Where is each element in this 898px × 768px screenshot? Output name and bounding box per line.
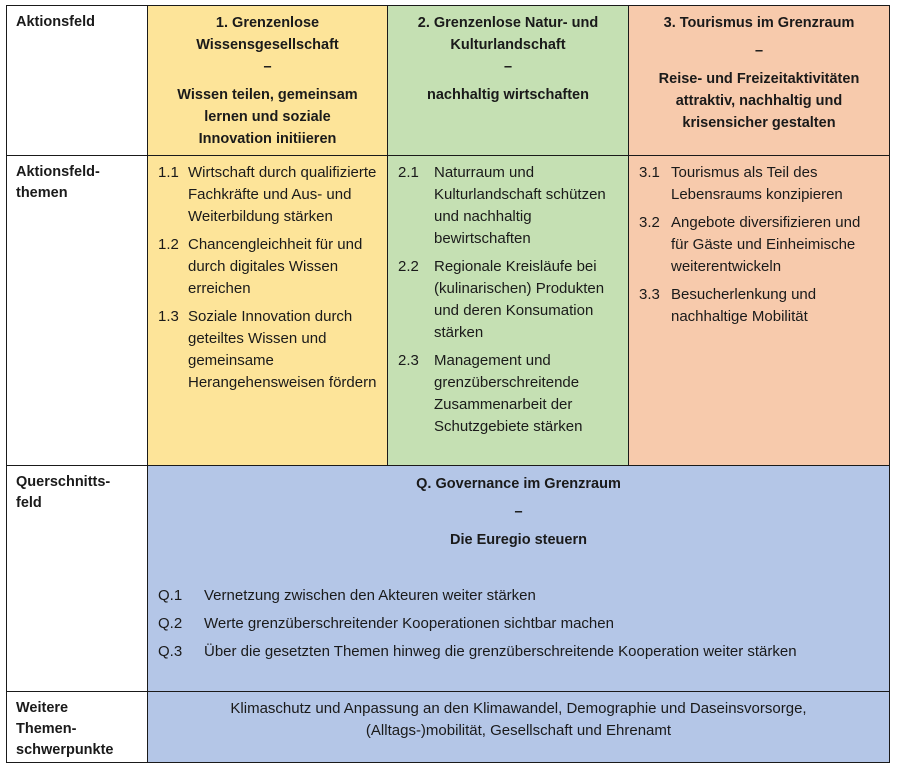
theme-list-3 [628, 155, 890, 466]
theme-list-2 [387, 155, 629, 466]
cross-cutting-number: Q.1 [158, 587, 183, 604]
field-subtitle-line: Reise- und Freizeitaktivitäten [658, 71, 860, 87]
theme-item [639, 284, 881, 328]
field-dash: – [263, 59, 272, 75]
cross-cutting-number: Q.3 [158, 643, 183, 660]
theme-text: Tourismus als Teil des Lebensraums konzipieren [671, 164, 843, 203]
field-header-1 [147, 5, 388, 156]
field-subtitle-line: krisensicher gestalten [682, 115, 836, 131]
cross-cutting-text: Vernetzung zwischen den Akteuren weiter stärken [204, 587, 536, 604]
theme-text: Wirtschaft durch qualifizierte Fachkräfte und Aus- und Weiterbildung stärken [188, 164, 377, 225]
row-label-aktionsfeld [6, 5, 148, 156]
theme-number: 1.3 [158, 308, 179, 325]
field-subtitle-line: nachhaltig wirtschaften [427, 87, 589, 103]
field-header-3 [628, 5, 890, 156]
cross-cutting-item [158, 638, 797, 666]
theme-item [158, 162, 379, 228]
row-label-line: Themen- [16, 721, 77, 737]
field-subtitle-line: attraktiv, nachhaltig und [675, 93, 843, 109]
cross-cutting-title: Q. Governance im Grenzraum [416, 476, 621, 492]
theme-list-1 [147, 155, 388, 466]
further-topics [147, 691, 890, 763]
field-title-line: 1. Grenzenlose [215, 15, 320, 31]
theme-item [639, 162, 881, 206]
cross-cutting-text: Werte grenzüberschreitender Kooperationen sichtbar machen [204, 615, 614, 632]
field-subtitle-line: Wissen teilen, gemeinsam [177, 87, 358, 103]
row-label-line: Aktionsfeld- [16, 164, 100, 180]
cross-cutting-item [158, 610, 797, 638]
row-label-weitere [6, 691, 148, 763]
cross-cutting-subtitle: Die Euregio steuern [450, 532, 587, 548]
row-label-line: themen [16, 185, 68, 201]
row-label-querschnitt [6, 465, 148, 692]
cross-cutting-item [158, 582, 797, 610]
action-field-table [6, 5, 890, 763]
cross-cutting-header [148, 466, 889, 554]
row-label-themen [6, 155, 148, 466]
field-dash: – [503, 59, 513, 75]
field-title-line: Kulturlandschaft [450, 37, 566, 53]
cross-cutting-field [147, 465, 890, 692]
theme-text: Besucherlenkung und nachhaltige Mobilität [671, 286, 817, 325]
theme-item [398, 256, 620, 344]
row-label-line: Weitere [16, 700, 69, 716]
theme-item [398, 350, 620, 438]
theme-number: 1.1 [158, 164, 179, 181]
cross-cutting-dash: – [514, 504, 523, 520]
theme-number: 2.1 [398, 164, 419, 181]
theme-number: 3.1 [639, 164, 660, 181]
theme-text: Regionale Kreisläufe bei (kulinarischen) Produkten und deren Konsumation stärken [434, 258, 605, 341]
theme-text: Soziale Innovation durch geteiltes Wissen und gemeinsame Herangehensweisen fördern [188, 308, 377, 391]
field-title-line: Wissensgesellschaft [196, 37, 339, 53]
cross-cutting-number: Q.2 [158, 615, 183, 632]
further-topics-line: (Alltags-)mobilität, Gesellschaft und Ehrenamt [365, 722, 672, 739]
theme-item [158, 306, 379, 394]
field-header-2 [387, 5, 629, 156]
theme-text: Management und grenzüberschreitende Zusammenarbeit der Schutzgebiete stärken [434, 352, 583, 435]
cross-cutting-list [158, 582, 797, 666]
row-label-line: Querschnitts- [16, 474, 111, 490]
theme-text: Angebote diversifizieren und für Gäste und Einheimische weiterentwickeln [671, 214, 861, 275]
field-title-line: 3. Tourismus im Grenzraum [663, 15, 855, 31]
theme-number: 2.3 [398, 352, 419, 369]
theme-item [398, 162, 620, 250]
row-label-line: schwerpunkte [16, 742, 114, 758]
theme-number: 1.2 [158, 236, 179, 253]
field-subtitle-line: Innovation initiieren [198, 131, 337, 147]
field-subtitle-line: lernen und soziale [204, 109, 331, 125]
theme-item [158, 234, 379, 300]
theme-number: 3.3 [639, 286, 660, 303]
theme-number: 2.2 [398, 258, 419, 275]
theme-number: 3.2 [639, 214, 660, 231]
theme-item [639, 212, 881, 278]
field-title-line: 2. Grenzenlose Natur- und [417, 15, 599, 31]
further-topics-line: Klimaschutz und Anpassung an den Klimawandel, Demographie und Daseinsvorsorge, [230, 700, 807, 717]
field-dash: – [754, 43, 764, 59]
row-label-line: feld [16, 495, 42, 511]
theme-text: Chancengleichheit für und durch digitales Wissen erreichen [188, 236, 363, 297]
theme-text: Naturraum und Kulturlandschaft schützen und nachhaltig bewirtschaften [434, 164, 606, 247]
row-label-text: Aktionsfeld [16, 14, 95, 30]
cross-cutting-text: Über die gesetzten Themen hinweg die grenzüberschreitende Kooperation weiter stärken [204, 643, 797, 660]
